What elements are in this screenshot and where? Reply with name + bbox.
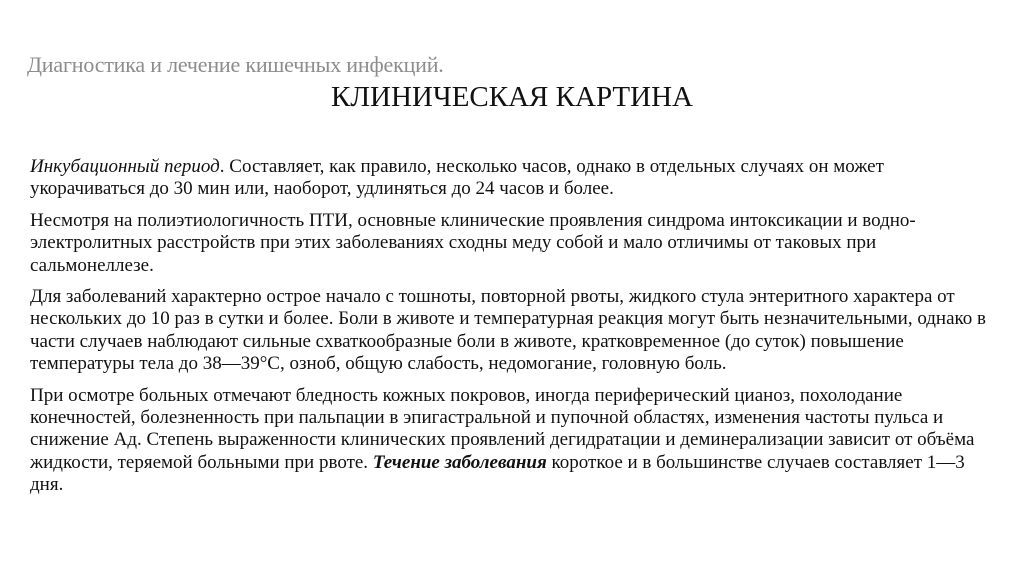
incubation-period-term: Инкубационный период (30, 156, 220, 177)
paragraph-polyetiology: Несмотря на полиэтиологичность ПТИ, основные клинические проявления синдрома интоксикации и водно-электролитных расстройств при этих заболеваниях сходны меду собой и мало отличимы от таковых при сальмонеллезе. (30, 209, 916, 276)
slide-subtitle: Диагностика и лечение кишечных инфекций. (27, 52, 444, 77)
disease-course-text: короткое и в большинстве случаев составляет 1—3 дня. (30, 451, 965, 496)
examination-text: При осмотре больных отмечают бледность кожных покровов, иногда периферический цианоз, похолодание конечностей, болезненность при пальпации в эпигастральной и пупочной областях, изменения частоты пульса и снижение Ад. Степень выраженности клинических проявлений дегидратации и деминерализации зависит от объёма жидкости, теряемой больными при рвоте. (30, 384, 975, 473)
paragraph-incubation (30, 156, 998, 201)
disease-course-term: Течение заболевания (372, 451, 547, 473)
slide-body (30, 156, 998, 506)
slide-title: КЛИНИЧЕСКАЯ КАРТИНА (331, 81, 693, 113)
paragraph-examination (30, 385, 998, 497)
paragraph-onset: Для заболеваний характерно острое начало с тошноты, повторной рвоты, жидкого стула энтеритного характера от нескольких до 10 раз в сутки и более. Боли в животе и температурная реакция могут быть незначительными, однако в части случаев наблюдают сильные схваткообразные боли в животе, кратковременное (до суток) повышение температуры тела до 38—39°С, озноб, общую слабость, недомогание, головную боль. (30, 286, 987, 375)
incubation-period-text: . Составляет, как правило, несколько часов, однако в отдельных случаях он может укорачиваться до 30 мин или, наоборот, удлиняться до 24 часов и более. (30, 156, 884, 200)
